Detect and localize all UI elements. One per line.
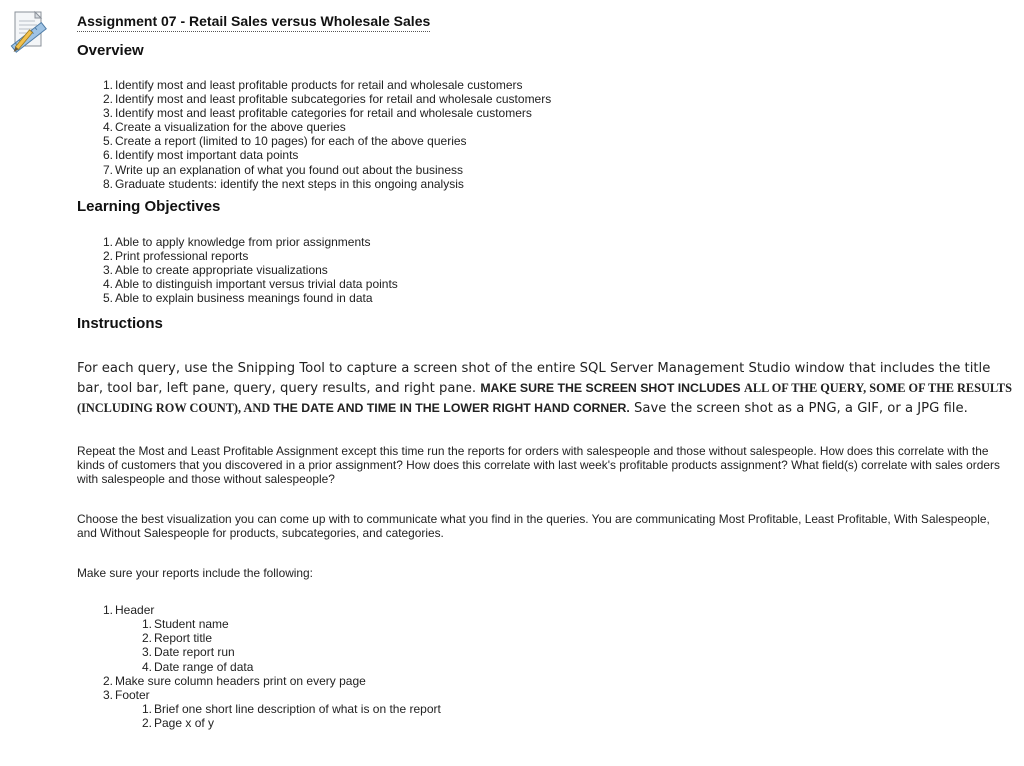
list-item: Create a visualization for the above queries — [115, 120, 346, 135]
list-item: Print professional reports — [115, 248, 249, 263]
snip-text-part1: For each query, use the Snipping Tool to capture a screen shot of the entire SQL Server Management Studio window that includes the title bar, tool bar, left pane, query, query results, and right pane. — [77, 361, 991, 397]
overview-heading: Overview — [77, 42, 144, 59]
list-item: Write up an explanation of what you found out about the business — [115, 162, 464, 177]
list-item: Student name — [154, 617, 229, 632]
list-item-footer — [115, 688, 1012, 730]
header-sublist — [154, 617, 1012, 673]
footer-sublist — [154, 702, 1012, 730]
snip-emphasis-2: ALL OF THE QUERY, SOME OF THE RESULTS (INCLUDING ROW COUNT), AND — [77, 381, 1012, 415]
learning-objectives-list — [115, 235, 1012, 305]
list-item-header — [115, 603, 1012, 673]
list-item: Able to apply knowledge from prior assignments — [115, 234, 371, 249]
list-item: Report title — [154, 631, 213, 646]
list-item: Able to distinguish important versus trivial data points — [115, 277, 398, 292]
visualization-paragraph: Choose the best visualization you can come up with to communicate what you find in the queries. You are communicating Most Profitable, Least Profitable, With Salespeople, and Without Salespeople for products, subcategories, and categories. — [77, 511, 990, 540]
list-item: Able to create appropriate visualizations — [115, 262, 328, 277]
list-item: Identify most and least profitable subcategories for retail and wholesale customers — [115, 92, 552, 107]
list-item: Brief one short line description of what is on the report — [154, 701, 441, 716]
snipping-tool-paragraph — [77, 360, 1012, 418]
assignment-document-icon — [8, 8, 50, 54]
repeat-assignment-paragraph: Repeat the Most and Least Profitable Assignment except this time run the reports for orders with salespeople and those without salespeople. How does this correlate with the kinds of customers that you discovered in a prior assignment? How does this correlate with last week's profitable products assignment? What field(s) correlate with sales orders with salespeople and those without salespeople? — [77, 443, 1000, 486]
list-item: Page x of y — [154, 715, 215, 730]
list-item: Graduate students: identify the next steps in this ongoing analysis — [115, 176, 464, 191]
assignment-title-link[interactable]: Assignment 07 - Retail Sales versus Wholesale Sales — [77, 11, 430, 32]
overview-list — [115, 78, 1012, 191]
snip-text-part2: Save the screen shot as a PNG, a GIF, or a JPG file. — [629, 400, 968, 416]
list-item: Identify most and least profitable products for retail and wholesale customers — [115, 78, 523, 92]
learning-objectives-heading: Learning Objectives — [77, 197, 221, 215]
report-requirements-list — [115, 603, 1012, 730]
instructions-heading: Instructions — [77, 315, 163, 333]
list-item-column-headers: Make sure column headers print on every page — [115, 673, 366, 688]
report-requirements-intro: Make sure your reports include the following: — [77, 566, 313, 581]
assignment-content — [77, 11, 1012, 730]
footer-label: Footer — [115, 687, 150, 702]
list-item: Identify most important data points — [115, 148, 299, 163]
snip-emphasis-1: MAKE SURE THE SCREEN SHOT INCLUDES — [480, 381, 745, 396]
list-item: Date report run — [154, 645, 235, 660]
snip-emphasis-3: THE DATE AND TIME IN THE LOWER RIGHT HAND CORNER. — [273, 400, 630, 415]
list-item: Identify most and least profitable categories for retail and wholesale customers — [115, 106, 532, 121]
header-label: Header — [115, 603, 155, 618]
list-item: Create a report (limited to 10 pages) for each of the above queries — [115, 134, 467, 149]
list-item: Able to explain business meanings found in data — [115, 291, 373, 306]
list-item: Date range of data — [154, 659, 254, 674]
